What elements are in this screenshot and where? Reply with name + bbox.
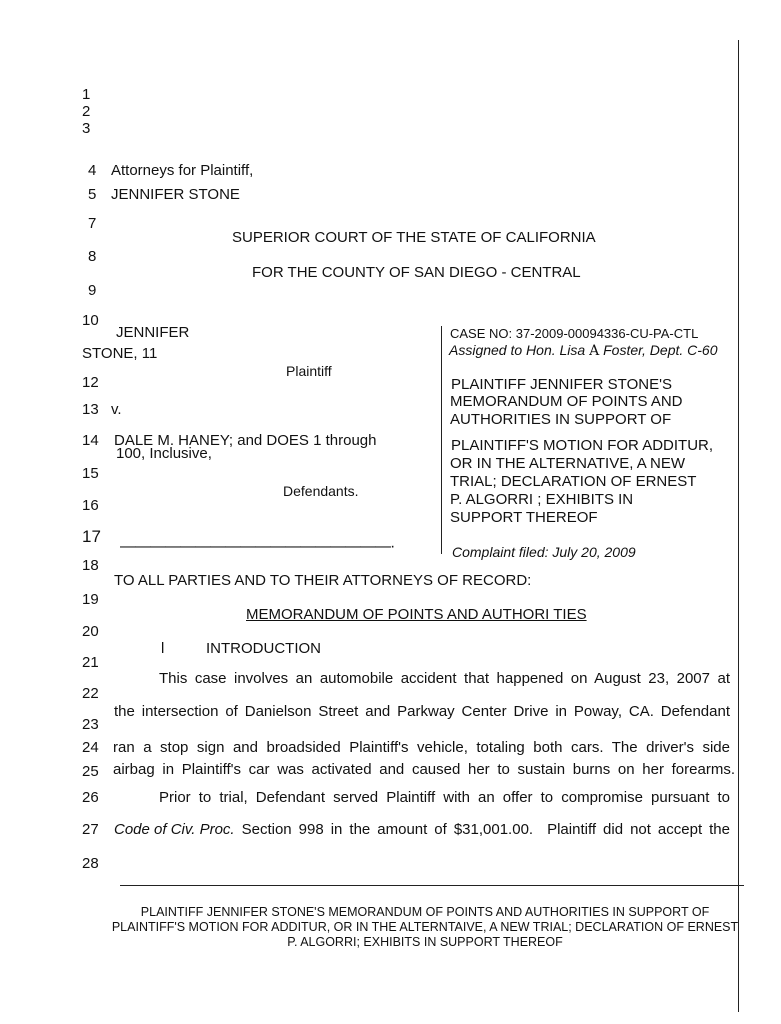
assigned-judge-initial: A (589, 343, 600, 359)
section-number: l (161, 640, 165, 657)
salutation: TO ALL PARTIES AND TO THEIR ATTORNEYS OF RECORD: (114, 572, 532, 589)
document-title-line: AUTHORITIES IN SUPPORT OF (450, 411, 672, 428)
line-number: 14 (82, 432, 99, 449)
line-number: 10 (82, 312, 99, 329)
right-margin-rule (738, 40, 739, 1012)
line-number: 20 (82, 623, 99, 640)
line-number: 26 (82, 789, 99, 806)
line-number: 21 (82, 654, 99, 671)
attorney-name: JENNIFER STONE (111, 186, 240, 203)
line-number: 17 (82, 527, 101, 546)
footer-caption: PLAINTIFF JENNIFER STONE'S MEMORANDUM OF POINTS AND AUTHORITIES IN SUPPORT OF PLAINTIFF'S MOTION FOR ADDITUR, OR IN THE ALTERNTAIVE, A NEW TRIAL; DECLARATION OF ERNEST P. ALGORRI; EXHIBITS IN SUPPORT THEREOF (111, 905, 739, 949)
line-number: 16 (82, 497, 99, 514)
versus: v. (111, 401, 122, 418)
line-number: 25 (82, 763, 99, 780)
document-title-line: OR IN THE ALTERNATIVE, A NEW (450, 455, 686, 472)
paragraph-line (114, 821, 730, 838)
line-number: 15 (82, 465, 99, 482)
assigned-judge-rest: Foster, Dept. C-60 (599, 342, 718, 358)
defendant-line-2: 100, Inclusive, (116, 445, 212, 462)
document-title-line: SUPPORT THEREOF (450, 509, 598, 526)
line-number: 18 (82, 557, 99, 574)
document-title-line: PLAINTIFF JENNIFER STONE'S (451, 376, 672, 393)
line-number: 28 (82, 855, 99, 872)
paragraph-line: airbag in Plaintiff's car was activated and caused her to sustain burns on her forearms. (113, 761, 735, 778)
line-number: 2 (82, 103, 91, 120)
line-number: 5 (88, 186, 97, 203)
line-number: 27 (82, 821, 99, 838)
court-county: FOR THE COUNTY OF SAN DIEGO - CENTRAL (252, 264, 581, 281)
document-title-line: P. ALGORRI ; EXHIBITS IN (450, 491, 634, 508)
line-number: 12 (82, 374, 99, 391)
section-title: INTRODUCTION (206, 640, 321, 657)
line-number: 7 (88, 215, 97, 232)
line-number: 23 (82, 716, 99, 733)
defendant-line-1: DALE M. HANEY; and DOES 1 through (114, 432, 377, 449)
footer-rule (120, 885, 744, 886)
plaintiff-name-cont: STONE, 11 (82, 345, 158, 362)
complaint-filed: Complaint filed: July 20, 2009 (452, 544, 636, 560)
memo-heading: MEMORANDUM OF POINTS AND AUTHORI TIES (246, 606, 587, 623)
plaintiff-role: Plaintiff (286, 363, 332, 379)
line-number: 9 (88, 282, 97, 299)
line-number: 4 (88, 162, 97, 179)
court-title: SUPERIOR COURT OF THE STATE OF CALIFORNIA (232, 229, 596, 246)
defendant-role: Defendants. (283, 483, 359, 499)
paragraph-line: Prior to trial, Defendant served Plaintiff with an offer to compromise pursuant to (159, 789, 730, 806)
line-number: 24 (82, 739, 99, 756)
caption-separator: ——————————————————· (120, 538, 395, 555)
line-number: 13 (82, 401, 99, 418)
paragraph-text: Section 998 in the amount of $31,001.00. Plaintiff did not accept the (234, 821, 730, 838)
line-number: 3 (82, 120, 91, 137)
line-number: 1 (82, 86, 91, 103)
assigned-judge-text: Assigned to Hon. Lisa (449, 342, 590, 358)
attorneys-for-label: Attorneys for Plaintiff, (111, 162, 254, 179)
statute-citation: Code of Civ. Proc. (114, 821, 235, 838)
paragraph-line: This case involves an automobile accident that happened on August 23, 2007 at (159, 670, 730, 687)
document-title-line: MEMORANDUM OF POINTS AND (450, 393, 683, 410)
document-title-line: PLAINTIFF'S MOTION FOR ADDITUR, (451, 437, 714, 454)
plaintiff-name: JENNIFER (116, 324, 190, 341)
line-number: 19 (82, 591, 99, 608)
assigned-judge (449, 342, 718, 359)
line-number: 22 (82, 685, 99, 702)
document-title-line: TRIAL; DECLARATION OF ERNEST (450, 473, 697, 490)
paragraph-line: ran a stop sign and broadsided Plaintiff's vehicle, totaling both cars. The driver's side (113, 739, 730, 756)
paragraph-line: the intersection of Danielson Street and Parkway Center Drive in Poway, CA. Defendant (114, 703, 730, 720)
caption-divider (441, 326, 442, 554)
line-number: 8 (88, 248, 97, 265)
case-number: CASE NO: 37-2009-00094336-CU-PA-CTL (450, 326, 699, 341)
